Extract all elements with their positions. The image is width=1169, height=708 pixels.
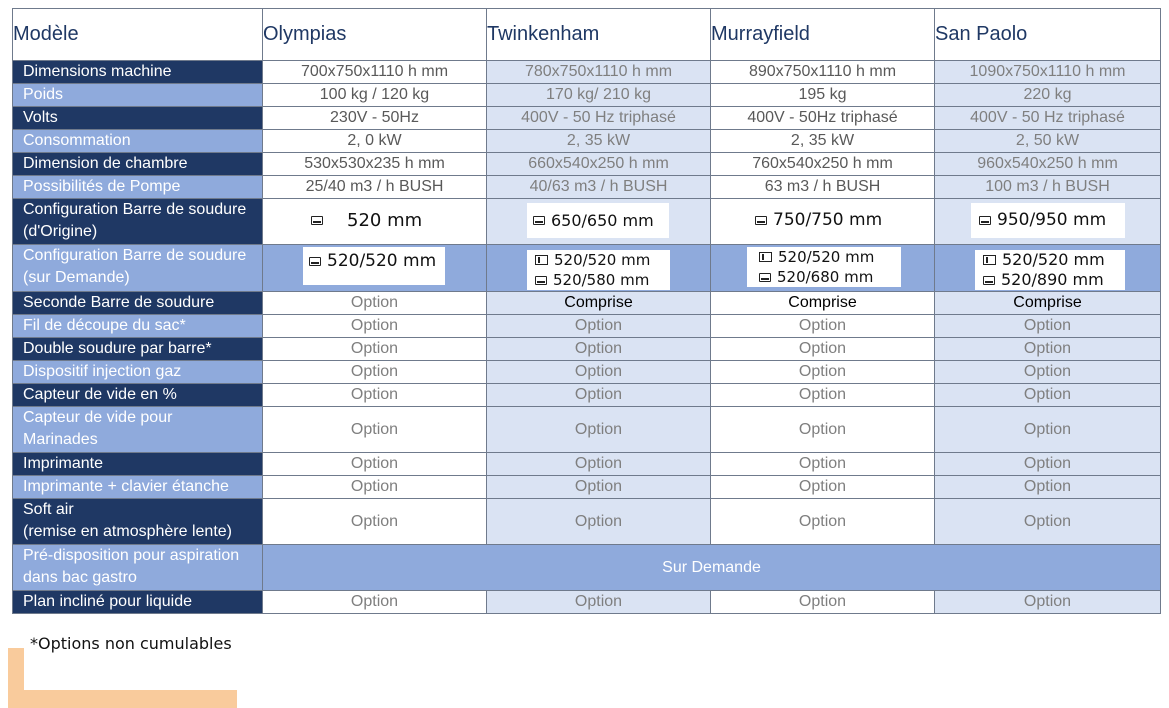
row-label-volts: Volts bbox=[13, 107, 263, 130]
bar-origin-cell bbox=[711, 199, 935, 245]
table-row bbox=[13, 107, 1161, 130]
label-line: Soft air bbox=[23, 501, 74, 518]
table-row bbox=[13, 407, 1161, 453]
row-label-dimensions: Dimensions machine bbox=[13, 61, 263, 84]
bar-demand-value: 520/520 mm bbox=[1002, 250, 1105, 269]
cell-value: Option bbox=[711, 499, 935, 545]
cell-value: Option bbox=[711, 407, 935, 453]
bar-origin-value: 750/750 mm bbox=[773, 210, 883, 230]
row-label-injection-gaz: Dispositif injection gaz bbox=[13, 361, 263, 384]
table-row bbox=[13, 338, 1161, 361]
header-row bbox=[13, 9, 1161, 61]
bar-origin-value: 650/650 mm bbox=[551, 211, 654, 230]
bar-demand-value: 520/520 mm bbox=[554, 251, 651, 269]
bar-origin-box bbox=[527, 203, 669, 238]
table-row bbox=[13, 84, 1161, 107]
table-row bbox=[13, 61, 1161, 84]
label-line: Capteur de vide pour bbox=[23, 409, 173, 426]
cell-value: Option bbox=[263, 453, 487, 476]
cell-value: Option bbox=[711, 338, 935, 361]
label-line: Configuration Barre de soudure bbox=[23, 201, 247, 218]
table-row bbox=[13, 130, 1161, 153]
row-label-imprimante-clavier: Imprimante + clavier étanche bbox=[13, 476, 263, 499]
cell-value: 530x530x235 h mm bbox=[263, 153, 487, 176]
cell-value: Option bbox=[487, 407, 711, 453]
seal-bar-icon bbox=[535, 276, 547, 285]
row-label-pompe: Possibilités de Pompe bbox=[13, 176, 263, 199]
cell-value: Option bbox=[263, 361, 487, 384]
table-row bbox=[13, 384, 1161, 407]
cell-value: Option bbox=[935, 338, 1161, 361]
cell-value: Option bbox=[263, 384, 487, 407]
cell-value: Option bbox=[487, 476, 711, 499]
cell-value: Option bbox=[711, 315, 935, 338]
seal-bar-icon bbox=[755, 216, 767, 225]
bar-demand-cell bbox=[711, 245, 935, 292]
bar-origin-value: 950/950 mm bbox=[997, 210, 1107, 230]
bar-origin-cell bbox=[935, 199, 1161, 245]
cell-value: 220 kg bbox=[935, 84, 1161, 107]
table-row bbox=[13, 591, 1161, 614]
cell-value: Option bbox=[487, 384, 711, 407]
header-twinkenham: Twinkenham bbox=[487, 9, 711, 61]
seal-bar-icon bbox=[983, 276, 995, 285]
bar-origin-box bbox=[971, 203, 1125, 238]
bar-demand-cell bbox=[487, 245, 711, 292]
seal-bar-icon bbox=[979, 216, 991, 225]
cell-value: Option bbox=[935, 476, 1161, 499]
label-line: Configuration Barre de soudure bbox=[23, 247, 247, 264]
row-label-barre-origine bbox=[13, 199, 263, 245]
cell-value: Option bbox=[487, 361, 711, 384]
table-row bbox=[13, 245, 1161, 292]
label-line: Marinades bbox=[23, 431, 98, 448]
table-row bbox=[13, 153, 1161, 176]
cell-value: 2, 35 kW bbox=[711, 130, 935, 153]
row-label-seconde-barre: Seconde Barre de soudure bbox=[13, 292, 263, 315]
label-line: (remise en atmosphère lente) bbox=[23, 523, 232, 540]
cell-value: Option bbox=[263, 499, 487, 545]
cell-value: Option bbox=[935, 384, 1161, 407]
cell-value: 890x750x1110 h mm bbox=[711, 61, 935, 84]
corner-decoration bbox=[8, 648, 237, 708]
cell-value: 780x750x1110 h mm bbox=[487, 61, 711, 84]
cell-value: 100 m3 / h BUSH bbox=[935, 176, 1161, 199]
row-label-fil-decoupe: Fil de découpe du sac* bbox=[13, 315, 263, 338]
bar-origin-cell bbox=[487, 199, 711, 245]
bar-demand-box bbox=[747, 247, 901, 287]
cell-value: 960x540x250 h mm bbox=[935, 153, 1161, 176]
bar-demand-value: 520/680 mm bbox=[777, 268, 874, 286]
cell-value: 2, 50 kW bbox=[935, 130, 1161, 153]
bar-demand-cell bbox=[935, 245, 1161, 292]
bar-origin-box bbox=[303, 203, 445, 238]
cell-value: 40/63 m3 / h BUSH bbox=[487, 176, 711, 199]
cell-value: Option bbox=[263, 476, 487, 499]
seal-bar-icon bbox=[533, 216, 545, 225]
row-label-consommation: Consommation bbox=[13, 130, 263, 153]
cell-value: 400V - 50 Hz triphasé bbox=[487, 107, 711, 130]
row-label-chambre: Dimension de chambre bbox=[13, 153, 263, 176]
double-seal-bar-icon bbox=[983, 255, 996, 265]
cell-value: 25/40 m3 / h BUSH bbox=[263, 176, 487, 199]
cell-value: Option bbox=[935, 499, 1161, 545]
cell-value: 195 kg bbox=[711, 84, 935, 107]
label-line: dans bac gastro bbox=[23, 569, 137, 586]
header-san-paolo: San Paolo bbox=[935, 9, 1161, 61]
cell-value: Option bbox=[487, 338, 711, 361]
cell-value: 100 kg / 120 kg bbox=[263, 84, 487, 107]
bar-origin-cell bbox=[263, 199, 487, 245]
cell-value: 170 kg/ 210 kg bbox=[487, 84, 711, 107]
cell-value: Comprise bbox=[935, 292, 1161, 315]
cell-value: Option bbox=[263, 591, 487, 614]
bar-demand-value: 520/520 mm bbox=[327, 251, 437, 271]
seal-bar-icon bbox=[759, 273, 771, 282]
cell-value: 2, 0 kW bbox=[263, 130, 487, 153]
cell-value: 400V - 50Hz triphasé bbox=[711, 107, 935, 130]
header-murrayfield: Murrayfield bbox=[711, 9, 935, 61]
seal-bar-icon bbox=[309, 257, 321, 266]
cell-value: Option bbox=[711, 476, 935, 499]
cell-value: Option bbox=[935, 315, 1161, 338]
cell-value: 760x540x250 h mm bbox=[711, 153, 935, 176]
cell-value: Comprise bbox=[487, 292, 711, 315]
table-row bbox=[13, 176, 1161, 199]
label-line: (d'Origine) bbox=[23, 223, 98, 240]
header-model: Modèle bbox=[13, 9, 263, 61]
spec-table bbox=[12, 8, 1161, 614]
cell-value: 700x750x1110 h mm bbox=[263, 61, 487, 84]
table-row bbox=[13, 453, 1161, 476]
table-row bbox=[13, 315, 1161, 338]
seal-bar-icon bbox=[311, 216, 323, 225]
cell-value: 230V - 50Hz bbox=[263, 107, 487, 130]
label-line: Pré-disposition pour aspiration bbox=[23, 547, 240, 564]
cell-value: Option bbox=[711, 453, 935, 476]
cell-value: Option bbox=[711, 591, 935, 614]
table-row bbox=[13, 292, 1161, 315]
bar-demand-value: 520/890 mm bbox=[1001, 270, 1104, 289]
cell-value: Comprise bbox=[711, 292, 935, 315]
table-row bbox=[13, 476, 1161, 499]
cell-value: Option bbox=[935, 453, 1161, 476]
cell-value: Option bbox=[935, 407, 1161, 453]
row-label-barre-demande bbox=[13, 245, 263, 292]
row-label-capteur-marinades bbox=[13, 407, 263, 453]
cell-value: Option bbox=[935, 361, 1161, 384]
row-label-capteur-vide: Capteur de vide en % bbox=[13, 384, 263, 407]
row-label-plan-incline: Plan incliné pour liquide bbox=[13, 591, 263, 614]
bar-demand-value: 520/580 mm bbox=[553, 271, 650, 289]
bar-demand-box bbox=[303, 247, 445, 285]
row-label-poids: Poids bbox=[13, 84, 263, 107]
row-label-imprimante: Imprimante bbox=[13, 453, 263, 476]
double-seal-bar-icon bbox=[535, 255, 548, 265]
cell-value: Option bbox=[935, 591, 1161, 614]
label-line: (sur Demande) bbox=[23, 269, 130, 286]
cell-value: 660x540x250 h mm bbox=[487, 153, 711, 176]
table-row bbox=[13, 499, 1161, 545]
cell-value: Option bbox=[711, 384, 935, 407]
cell-value: 63 m3 / h BUSH bbox=[711, 176, 935, 199]
bar-origin-box bbox=[747, 203, 901, 238]
cell-value: Option bbox=[487, 315, 711, 338]
cell-value: Option bbox=[263, 407, 487, 453]
row-label-aspiration bbox=[13, 545, 263, 591]
table-row bbox=[13, 361, 1161, 384]
cell-value: Option bbox=[487, 453, 711, 476]
cell-value: Option bbox=[263, 315, 487, 338]
cell-value: Option bbox=[263, 292, 487, 315]
cell-value: Option bbox=[263, 338, 487, 361]
bar-demand-value: 520/520 mm bbox=[778, 248, 875, 266]
bar-demand-box bbox=[975, 250, 1125, 290]
row-label-soft-air bbox=[13, 499, 263, 545]
bar-demand-box bbox=[527, 250, 670, 290]
bar-origin-value: 520 mm bbox=[347, 210, 423, 231]
cell-value: Option bbox=[487, 499, 711, 545]
cell-value: 400V - 50 Hz triphasé bbox=[935, 107, 1161, 130]
cell-value: 2, 35 kW bbox=[487, 130, 711, 153]
row-label-double-soudure: Double soudure par barre* bbox=[13, 338, 263, 361]
double-seal-bar-icon bbox=[759, 252, 772, 262]
bar-demand-cell bbox=[263, 245, 487, 292]
cell-value: 1090x750x1110 h mm bbox=[935, 61, 1161, 84]
sur-demande-cell: Sur Demande bbox=[263, 545, 1161, 591]
table-row bbox=[13, 199, 1161, 245]
cell-value: Option bbox=[487, 591, 711, 614]
table-row bbox=[13, 545, 1161, 591]
corner-decoration-horizontal bbox=[8, 690, 237, 708]
header-olympias: Olympias bbox=[263, 9, 487, 61]
cell-value: Option bbox=[711, 361, 935, 384]
footnote: *Options non cumulables bbox=[30, 634, 232, 653]
